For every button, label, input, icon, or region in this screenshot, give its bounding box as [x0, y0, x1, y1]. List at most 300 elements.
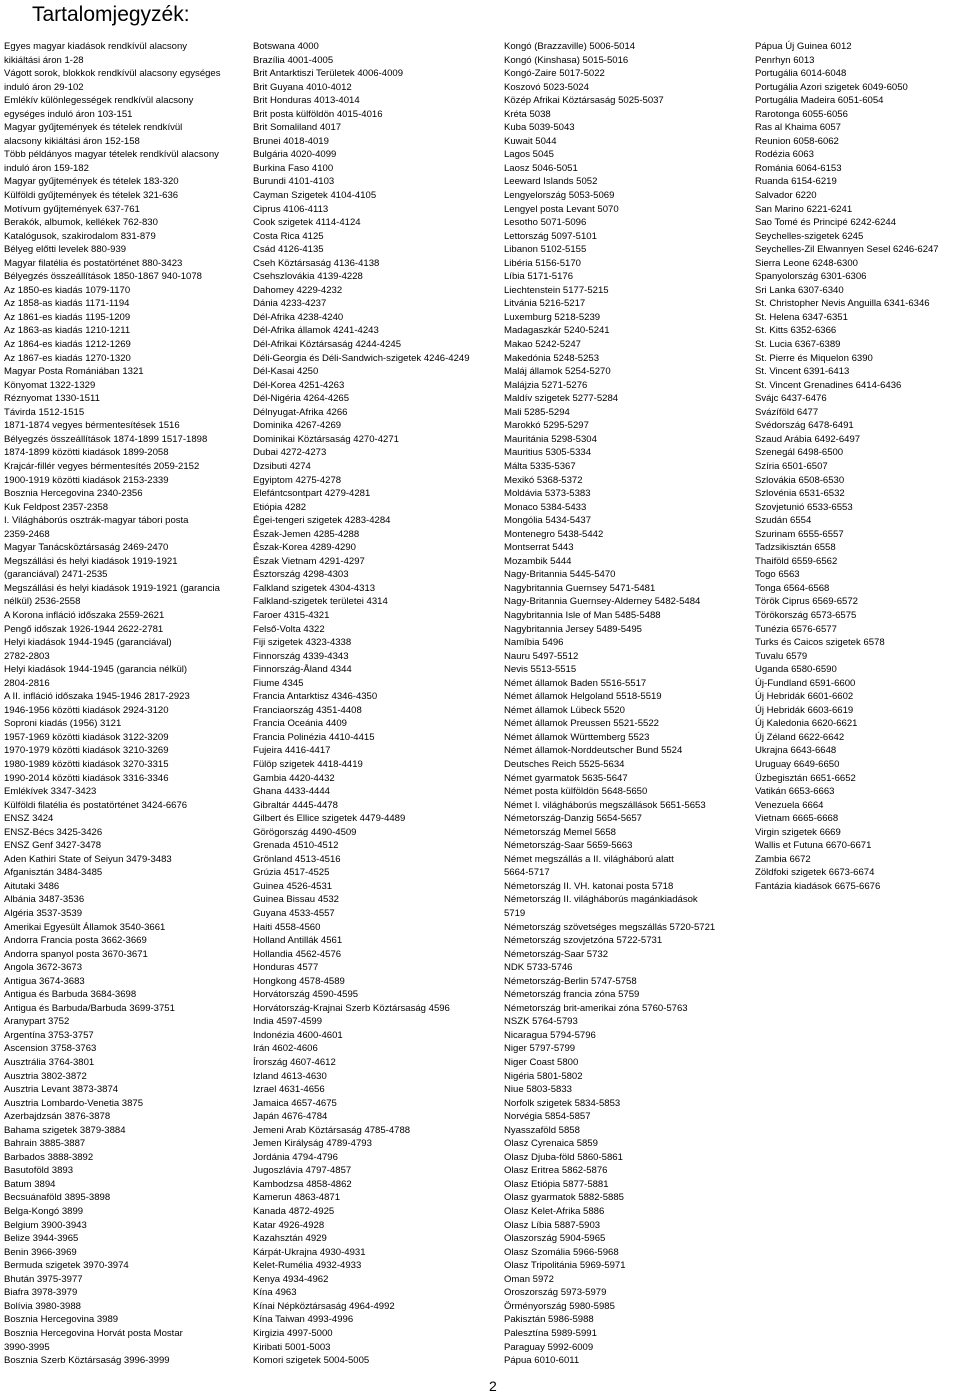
toc-entry: Cseh Köztársaság 4136-4138	[253, 257, 380, 269]
toc-entry: Nicaragua 5794-5796	[504, 1029, 596, 1041]
toc-entry: Vietnam 6665-6668	[755, 813, 839, 825]
toc-entry: Könyomat 1322-1329	[4, 379, 96, 391]
toc-entry: Etiópia 4282	[253, 501, 307, 513]
toc-entry: Bosznia Szerb Köztársaság 3996-3999	[4, 1355, 170, 1367]
toc-entry: San Marino 6221-6241	[755, 203, 853, 215]
toc-entry: Észak-Korea 4289-4290	[253, 542, 356, 554]
toc-entry: Kamerun 4863-4871	[253, 1192, 341, 1204]
toc-entry: Németország II. VH. katonai posta 5718	[504, 880, 674, 892]
toc-entry: Szenegál 6498-6500	[755, 447, 844, 459]
toc-entry: Kuba 5039-5043	[504, 122, 575, 134]
toc-entry: Andorra Francia posta 3662-3669	[4, 935, 147, 947]
toc-entry: Olasz Kelet-Afrika 5886	[504, 1206, 605, 1218]
toc-entry: Csehszlovákia 4139-4228	[253, 271, 363, 283]
toc-entry: Belga-Kongó 3899	[4, 1206, 84, 1218]
toc-entry: Antigua és Barbuda 3684-3698	[4, 989, 137, 1001]
toc-entry: Németország brit-amerikai zóna 5760-5763	[504, 1002, 688, 1014]
toc-entry: Azerbajdzsán 3876-3878	[4, 1111, 111, 1123]
toc-entry: Kiribati 5001-5003	[253, 1341, 331, 1353]
toc-entry: A Korona infláció időszaka 2559-2621	[4, 609, 165, 621]
toc-entry: Réznyomat 1330-1511	[4, 393, 100, 405]
toc-entry: kikiáltási áron 1-28	[4, 54, 84, 66]
toc-entry: Németország Memel 5658	[504, 826, 616, 838]
toc-entry: Libéria 5156-5170	[504, 257, 581, 269]
toc-entry: (garanciával) 2471-2535	[4, 569, 108, 581]
toc-entry: Finnország-Åland 4344	[253, 664, 352, 676]
toc-entry: Cook szigetek 4114-4124	[253, 217, 361, 229]
toc-entry: Görögország 4490-4509	[253, 826, 357, 838]
toc-entry: Új Zéland 6622-6642	[755, 731, 845, 743]
toc-entry: St. Vincent Grenadines 6414-6436	[755, 379, 902, 391]
toc-entry: Berakók, albumok, kellékek 762-830	[4, 217, 158, 229]
toc-entry: Oroszország 5973-5979	[504, 1287, 607, 1299]
toc-entry: Franciaország 4351-4408	[253, 704, 362, 716]
toc-entry: Magyar gyűjtemények és tételek rendkívül	[4, 122, 183, 134]
toc-entry: 1900-1919 közötti kiadások 2153-2339	[4, 474, 169, 486]
toc-entry: Mexikó 5368-5372	[504, 474, 583, 486]
toc-entry: Ras al Khaima 6057	[755, 122, 841, 134]
toc-entry: 2359-2468	[4, 528, 50, 540]
toc-entry: St. Helena 6347-6351	[755, 311, 848, 323]
toc-entry: Nagy-Britannia Guernsey-Alderney 5482-5484	[504, 596, 701, 608]
toc-entry: Penrhyn 6013	[755, 54, 815, 66]
toc-entry: Pengő időszak 1926-1944 2622-2781	[4, 623, 164, 635]
toc-entry: Kelet-Rumélia 4932-4933	[253, 1260, 362, 1272]
toc-entry: Svédország 6478-6491	[755, 420, 854, 432]
toc-entry: Németország-Danzig 5654-5657	[504, 813, 642, 825]
toc-entry: Törökország 6573-6575	[755, 609, 857, 621]
toc-entry: induló áron 29-102	[4, 81, 84, 93]
toc-entry: Jordánia 4794-4796	[253, 1151, 338, 1163]
toc-entry: Norfolk szigetek 5834-5853	[504, 1097, 621, 1109]
toc-entry: Bahama szigetek 3879-3884	[4, 1124, 126, 1136]
toc-entry: 5664-5717	[504, 867, 550, 879]
toc-entry: Vágott sorok, blokkok rendkívül alacsony egységes	[4, 68, 221, 80]
toc-entry: 2782-2803	[4, 650, 50, 662]
toc-entry: Új-Fundland 6591-6600	[755, 677, 856, 689]
toc-entry: Nagybritannia Guernsey 5471-5481	[504, 582, 656, 594]
toc-entry: Krajcár-fillér vegyes bérmentesítés 2059-2152	[4, 460, 200, 472]
toc-entry: Déli-Georgia és Déli-Sandwich-szigetek 4246-4249	[253, 352, 470, 364]
toc-entry: Külföldi gyűjtemények és tételek 321-636	[4, 190, 179, 202]
toc-entry: Francia Polinézia 4410-4415	[253, 731, 375, 743]
toc-entry: Antigua és Barbuda/Barbuda 3699-3751	[4, 1002, 175, 1014]
toc-entry: Bélyegzés összeállítások 1874-1899 1517-1898	[4, 433, 208, 445]
toc-entry: Kongó-Zaire 5017-5022	[504, 68, 605, 80]
toc-entry: Ukrajna 6643-6648	[755, 745, 837, 757]
toc-entry: Falkland szigetek 4304-4313	[253, 582, 376, 594]
toc-entry: Grönland 4513-4516	[253, 853, 341, 865]
toc-entry: ENSZ Genf 3427-3478	[4, 840, 102, 852]
toc-entry: Török Ciprus 6569-6572	[755, 596, 858, 608]
toc-entry: A II. infláció időszaka 1945-1946 2817-2923	[4, 691, 190, 703]
toc-entry: Hongkong 4578-4589	[253, 975, 345, 987]
toc-entry: Reunion 6058-6062	[755, 135, 839, 147]
toc-entry: Norvégia 5854-5857	[504, 1111, 591, 1123]
toc-entry: Az 1863-as kiadás 1210-1211	[4, 325, 131, 337]
toc-entry: Gambia 4420-4432	[253, 772, 335, 784]
toc-entry: Helyi kiadások 1944-1945 (garanciával)	[4, 637, 172, 649]
toc-entry: Amerikai Egyesült Államok 3540-3661	[4, 921, 166, 933]
toc-entry: Hollandia 4562-4576	[253, 948, 342, 960]
toc-entry: Kirgizia 4997-5000	[253, 1327, 333, 1339]
toc-entry: Madagaszkár 5240-5241	[504, 325, 610, 337]
toc-entry: Dubai 4272-4273	[253, 447, 327, 459]
toc-entry: Kína Taiwan 4993-4996	[253, 1314, 354, 1326]
toc-entry: Belgium 3900-3943	[4, 1219, 87, 1231]
toc-column-4	[755, 40, 960, 893]
toc-entry: Oman 5972	[504, 1273, 554, 1285]
toc-entry: St. Lucia 6367-6389	[755, 339, 841, 351]
toc-entry: Monaco 5384-5433	[504, 501, 587, 513]
toc-entry: Vatikán 6653-6663	[755, 786, 835, 798]
toc-entry: Angola 3672-3673	[4, 962, 83, 974]
toc-entry: Jemeni Arab Köztársaság 4785-4788	[253, 1124, 411, 1136]
toc-entry: Megszállási és helyi kiadások 1919-1921	[4, 555, 178, 567]
toc-entry: NSZK 5764-5793	[504, 1016, 578, 1028]
toc-entry: 1946-1956 közötti kiadások 2924-3120	[4, 704, 169, 716]
toc-entry: Niger 5797-5799	[504, 1043, 576, 1055]
toc-entry: Dél-Korea 4251-4263	[253, 379, 345, 391]
toc-entry: Ascension 3758-3763	[4, 1043, 97, 1055]
toc-entry: ENSZ 3424	[4, 813, 54, 825]
toc-entry: Német államok Helgoland 5518-5519	[504, 691, 662, 703]
toc-entry: Burkina Faso 4100	[253, 162, 334, 174]
toc-entry: Holland Antillák 4561	[253, 935, 343, 947]
toc-entry: Burundi 4101-4103	[253, 176, 335, 188]
toc-entry: Guinea Bissau 4532	[253, 894, 339, 906]
toc-entry: Elefántcsontpart 4279-4281	[253, 488, 371, 500]
toc-entry: 2804-2816	[4, 677, 50, 689]
toc-entry: Lengyelország 5053-5069	[504, 190, 615, 202]
toc-entry: Az 1861-es kiadás 1195-1209	[4, 311, 131, 323]
toc-entry: Ausztria Levant 3873-3874	[4, 1084, 119, 1096]
toc-entry: Uruguay 6649-6650	[755, 758, 840, 770]
toc-entry: Új Hebridák 6603-6619	[755, 704, 854, 716]
toc-entry: Kárpát-Ukrajna 4930-4931	[253, 1246, 366, 1258]
toc-entry: Külföldi filatélia és postatörténet 3424-6676	[4, 799, 188, 811]
toc-entry: Aranypart 3752	[4, 1016, 70, 1028]
toc-entry: Moldávia 5373-5383	[504, 488, 591, 500]
toc-entry: Szaud Arábia 6492-6497	[755, 433, 861, 445]
toc-entry: Nevis 5513-5515	[504, 664, 577, 676]
toc-entry: Nauru 5497-5512	[504, 650, 579, 662]
toc-entry: Virgin szigetek 6669	[755, 826, 841, 838]
toc-entry: Jugoszlávia 4797-4857	[253, 1165, 352, 1177]
toc-entry: Lagos 5045	[504, 149, 554, 161]
toc-entry: Kuk Feldpost 2357-2358	[4, 501, 109, 513]
toc-entry: Délnyugat-Afrika 4266	[253, 406, 348, 418]
toc-entry: Basutoföld 3893	[4, 1165, 74, 1177]
toc-entry: Szíria 6501-6507	[755, 460, 828, 472]
toc-entry: Laosz 5046-5051	[504, 162, 578, 174]
toc-entry: Belize 3944-3965	[4, 1233, 79, 1245]
toc-entry: Faroer 4315-4321	[253, 609, 330, 621]
toc-entry: Mozambik 5444	[504, 555, 572, 567]
toc-entry: Nagybritannia Jersey 5489-5495	[504, 623, 642, 635]
toc-entry: 5719	[504, 908, 526, 919]
toc-entry: Németország-Saar 5732	[504, 948, 609, 960]
toc-entry: Irán 4602-4606	[253, 1043, 318, 1055]
toc-entry: Mali 5285-5294	[504, 406, 570, 418]
toc-entry: Olaszország 5904-5965	[504, 1233, 606, 1245]
toc-entry: Magyar Tanácsköztársaság 2469-2470	[4, 542, 169, 554]
toc-entry: Helyi kiadások 1944-1945 (garancia nélkül)	[4, 664, 188, 676]
toc-entry: Német I. világháborús megszállások 5651-5653	[504, 799, 706, 811]
toc-entry: Égei-tengeri szigetek 4283-4284	[253, 515, 391, 527]
toc-entry: Salvador 6220	[755, 190, 817, 202]
toc-entry: Barbados 3888-3892	[4, 1151, 94, 1163]
toc-entry: Botswana 4000	[253, 41, 319, 52]
toc-entry: Az 1864-es kiadás 1212-1269	[4, 339, 131, 351]
toc-entry: Bermuda szigetek 3970-3974	[4, 1260, 129, 1272]
toc-entry: Benin 3966-3969	[4, 1246, 77, 1258]
toc-entry: Andorra spanyol posta 3670-3671	[4, 948, 148, 960]
toc-entry: Német megszállás a II. világháború alatt	[504, 853, 674, 865]
toc-entry: I. Világháborús osztrák-magyar tábori posta	[4, 515, 189, 527]
toc-entry: Motívum gyűjtemények 637-761	[4, 203, 140, 215]
toc-entry: Olasz Djuba-föld 5860-5861	[504, 1151, 623, 1163]
toc-entry: Dominika 4267-4269	[253, 420, 342, 432]
toc-entry: Olasz gyarmatok 5882-5885	[504, 1192, 624, 1204]
toc-entry: Olasz Cyrenaica 5859	[504, 1138, 598, 1150]
toc-entry: Észak-Jemen 4285-4288	[253, 528, 360, 540]
toc-entry: Brunei 4018-4019	[253, 135, 329, 147]
toc-entry: Az 1850-es kiadás 1079-1170	[4, 284, 131, 296]
page-number: 2	[489, 1378, 497, 1394]
toc-entry: Kínai Népköztársaság 4964-4992	[253, 1300, 395, 1312]
toc-entry: Guyana 4533-4557	[253, 908, 335, 919]
toc-entry: Kazahsztán 4929	[253, 1233, 327, 1245]
toc-column-3	[504, 40, 754, 1368]
toc-entry: Batum 3894	[4, 1178, 56, 1190]
toc-entry: Kanada 4872-4925	[253, 1206, 335, 1218]
toc-entry: 1990-2014 közötti kiadások 3316-3346	[4, 772, 169, 784]
toc-entry: Uganda 6580-6590	[755, 664, 837, 676]
toc-entry: Német államok Baden 5516-5517	[504, 677, 647, 689]
toc-entry: Makao 5242-5247	[504, 339, 581, 351]
toc-entry: Kína 4963	[253, 1287, 297, 1299]
toc-entry: 1871-1874 vegyes bérmentesítések 1516	[4, 420, 180, 432]
toc-entry: Bosznia Hercegovina Horvát posta Mostar	[4, 1327, 183, 1339]
toc-entry: Németország-Berlin 5747-5758	[504, 975, 637, 987]
toc-entry: Tadzsikisztán 6558	[755, 542, 836, 554]
toc-entry: Becsuánaföld 3895-3898	[4, 1192, 111, 1204]
toc-entry: Német államok Preussen 5521-5522	[504, 718, 659, 730]
toc-entry: Zöldfoki szigetek 6673-6674	[755, 867, 875, 879]
toc-entry: Emlékív különlegességek rendkívül alacsony	[4, 95, 194, 107]
toc-entry: Ruanda 6154-6219	[755, 176, 837, 188]
toc-entry: Malájzia 5271-5276	[504, 379, 588, 391]
toc-entry: Egyiptom 4275-4278	[253, 474, 342, 486]
toc-entry: Togo 6563	[755, 569, 800, 581]
toc-entry: Málta 5335-5367	[504, 460, 576, 472]
toc-entry: St. Kitts 6352-6366	[755, 325, 837, 337]
toc-entry: Niue 5803-5833	[504, 1084, 572, 1096]
toc-entry: Horvátország-Krajnai Szerb Köztársaság 4596	[253, 1002, 450, 1014]
toc-entry: Afganisztán 3484-3485	[4, 867, 103, 879]
toc-entry: Német államok-Norddeutscher Bund 5524	[504, 745, 683, 757]
toc-entry: Bahrain 3885-3887	[4, 1138, 86, 1150]
toc-entry: Bélyeg előtti levelek 880-939	[4, 244, 127, 256]
toc-entry: Üzbegisztán 6651-6652	[755, 772, 856, 784]
toc-entry: Németország szovjetzóna 5722-5731	[504, 935, 663, 947]
toc-entry: Dél-Afrikai Köztársaság 4244-4245	[253, 339, 402, 351]
toc-entry: Szurinam 6555-6557	[755, 528, 844, 540]
toc-entry: Honduras 4577	[253, 962, 319, 974]
toc-entry: 1957-1969 közötti kiadások 3122-3209	[4, 731, 169, 743]
toc-entry: Olasz Eritrea 5862-5876	[504, 1165, 608, 1177]
toc-entry: Észak Vietnam 4291-4297	[253, 555, 365, 567]
toc-entry: Románia 6064-6153	[755, 162, 842, 174]
toc-entry: Francia Antarktisz 4346-4350	[253, 691, 378, 703]
toc-entry: Maláj államok 5254-5270	[504, 366, 611, 378]
toc-entry: Mauritánia 5298-5304	[504, 433, 597, 445]
toc-entry: Olasz Líbia 5887-5903	[504, 1219, 601, 1231]
toc-entry: Fiji szigetek 4323-4338	[253, 637, 352, 649]
toc-entry: Marokkó 5295-5297	[504, 420, 589, 432]
toc-entry: Brit Antarktiszi Területek 4006-4009	[253, 68, 404, 80]
toc-entry: Dél-Afrika államok 4241-4243	[253, 325, 379, 337]
toc-entry: Dél-Nigéria 4264-4265	[253, 393, 350, 405]
toc-entry: Dzsibuti 4274	[253, 460, 311, 472]
toc-entry: Közép Afrikai Köztársaság 5025-5037	[504, 95, 664, 107]
toc-entry: India 4597-4599	[253, 1016, 323, 1028]
toc-entry: Algéria 3537-3539	[4, 908, 83, 919]
toc-entry: Argentína 3753-3757	[4, 1029, 94, 1041]
toc-entry: Luxemburg 5218-5239	[504, 311, 601, 323]
toc-entry: Svázíföld 6477	[755, 406, 819, 418]
toc-entry: Dél-Afrika 4238-4240	[253, 311, 344, 323]
toc-entry: Távirda 1512-1515	[4, 406, 85, 418]
toc-entry: Niger Coast 5800	[504, 1057, 579, 1069]
toc-entry: ENSZ-Bécs 3425-3426	[4, 826, 103, 838]
toc-entry: 3990-3995	[4, 1341, 50, 1353]
toc-entry: Új Hebridák 6601-6602	[755, 691, 854, 703]
toc-entry: Bolívia 3980-3988	[4, 1300, 81, 1312]
toc-entry: Kenya 4934-4962	[253, 1273, 329, 1285]
toc-entry: Dominikai Köztársaság 4270-4271	[253, 433, 399, 445]
toc-entry: Felső-Volta 4322	[253, 623, 325, 635]
toc-entry: Portugália Madeira 6051-6054	[755, 95, 884, 107]
toc-entry: Szlovákia 6508-6530	[755, 474, 845, 486]
toc-entry: Német gyarmatok 5635-5647	[504, 772, 628, 784]
toc-entry: Szudán 6554	[755, 515, 812, 527]
toc-entry: Észtország 4298-4303	[253, 569, 349, 581]
toc-column-2	[253, 40, 503, 1368]
toc-entry: Horvátország 4590-4595	[253, 989, 359, 1001]
toc-entry: Lengyel posta Levant 5070	[504, 203, 619, 215]
toc-entry: Venezuela 6664	[755, 799, 824, 811]
toc-entry: Az 1858-as kiadás 1171-1194	[4, 298, 130, 310]
toc-entry: egységes induló áron 103-151	[4, 108, 133, 120]
toc-entry: Namíbia 5496	[504, 637, 564, 649]
toc-entry: Japán 4676-4784	[253, 1111, 328, 1123]
toc-entry: Izrael 4631-4656	[253, 1084, 325, 1096]
toc-entry: Több példányos magyar tételek rendkívül alacsony	[4, 149, 219, 161]
toc-entry: Ausztria 3802-3872	[4, 1070, 87, 1082]
toc-entry: 1874-1899 közötti kiadások 1899-2058	[4, 447, 169, 459]
toc-entry: Jemen Királyság 4789-4793	[253, 1138, 372, 1150]
toc-entry: Liechtenstein 5177-5215	[504, 284, 609, 296]
toc-entry: Grúzia 4517-4525	[253, 867, 330, 879]
toc-entry: Kambodzsa 4858-4862	[253, 1178, 352, 1190]
toc-entry: Costa Rica 4125	[253, 230, 324, 242]
toc-entry: Emlékívek 3347-3423	[4, 786, 97, 798]
toc-entry: Dél-Kasai 4250	[253, 366, 319, 378]
toc-entry: Szovjetunió 6533-6553	[755, 501, 853, 513]
toc-entry: Brit Somaliland 4017	[253, 122, 342, 134]
toc-entry: Németország szövetséges megszállás 5720-5721	[504, 921, 716, 933]
toc-entry: Koszovó 5023-5024	[504, 81, 589, 93]
toc-entry: Haiti 4558-4560	[253, 921, 321, 933]
toc-entry: Magyar Posta Romániában 1321	[4, 366, 144, 378]
toc-entry: Komori szigetek 5004-5005	[253, 1355, 370, 1367]
toc-entry: alacsony kikiáltási áron 152-158	[4, 135, 140, 147]
page-title: Tartalomjegyzék:	[32, 3, 190, 26]
toc-entry: Maldív szigetek 5277-5284	[504, 393, 619, 405]
toc-entry: Leeward Islands 5052	[504, 176, 598, 188]
toc-entry: Brit posta külföldön 4015-4016	[253, 108, 383, 120]
toc-entry: Egyes magyar kiadások rendkívül alacsony	[4, 41, 188, 52]
toc-entry: Német államok Württemberg 5523	[504, 731, 650, 743]
toc-entry: Mongólia 5434-5437	[504, 515, 592, 527]
toc-entry: Csád 4126-4135	[253, 244, 324, 256]
toc-entry: Tunézia 6576-6577	[755, 623, 837, 635]
toc-entry: Francia Oceánia 4409	[253, 718, 347, 730]
toc-entry: Kréta 5038	[504, 108, 551, 120]
toc-entry: Németország francia zóna 5759	[504, 989, 640, 1001]
toc-entry: Soproni kiadás (1956) 3121	[4, 718, 122, 730]
toc-entry: Sierra Leone 6248-6300	[755, 257, 858, 269]
toc-entry: Deutsches Reich 5525-5634	[504, 758, 625, 770]
toc-entry: Brazília 4001-4005	[253, 54, 334, 66]
toc-entry: Litvánia 5216-5217	[504, 298, 586, 310]
toc-entry: Nigéria 5801-5802	[504, 1070, 583, 1082]
toc-entry: Olasz Etiópia 5877-5881	[504, 1178, 609, 1190]
toc-entry: Portugália Azori szigetek 6049-6050	[755, 81, 908, 93]
toc-entry: Portugália 6014-6048	[755, 68, 847, 80]
toc-entry: Magyar gyűjtemények és tételek 183-320	[4, 176, 179, 188]
toc-entry: St. Vincent 6391-6413	[755, 366, 850, 378]
toc-entry: Albánia 3487-3536	[4, 894, 85, 906]
toc-entry: Montenegro 5438-5442	[504, 528, 604, 540]
toc-entry: Nagybritannia Isle of Man 5485-5488	[504, 609, 661, 621]
toc-entry: Örményország 5980-5985	[504, 1300, 615, 1312]
toc-entry: Wallis et Futuna 6670-6671	[755, 840, 872, 852]
toc-entry: induló áron 159-182	[4, 162, 89, 174]
toc-entry: Nagy-Britannia 5445-5470	[504, 569, 616, 581]
toc-entry: Seychelles-szigetek 6245	[755, 230, 864, 242]
toc-entry: St. Pierre és Miquelon 6390	[755, 352, 873, 364]
toc-entry: Katar 4926-4928	[253, 1219, 325, 1231]
toc-entry: Brit Guyana 4010-4012	[253, 81, 352, 93]
toc-entry: Aden Kathiri State of Seiyun 3479-3483	[4, 853, 172, 865]
toc-entry: Kongó (Brazzaville) 5006-5014	[504, 41, 636, 52]
toc-entry: Sao Tomé és Principé 6242-6244	[755, 217, 896, 229]
toc-entry: Fülöp szigetek 4418-4419	[253, 758, 363, 770]
toc-entry: Lettország 5097-5101	[504, 230, 597, 242]
toc-entry: Falkland-szigetek területei 4314	[253, 596, 388, 608]
toc-entry: Seychelles-Zil Elwannyen Sesel 6246-6247	[755, 244, 939, 256]
toc-entry: Tonga 6564-6568	[755, 582, 830, 594]
toc-entry: Biafra 3978-3979	[4, 1287, 78, 1299]
toc-entry: 1970-1979 közötti kiadások 3210-3269	[4, 745, 169, 757]
toc-entry: 1980-1989 közötti kiadások 3270-3315	[4, 758, 169, 770]
toc-entry: NDK 5733-5746	[504, 962, 573, 974]
toc-entry: Aitutaki 3486	[4, 880, 60, 892]
toc-entry: Libanon 5102-5155	[504, 244, 587, 256]
